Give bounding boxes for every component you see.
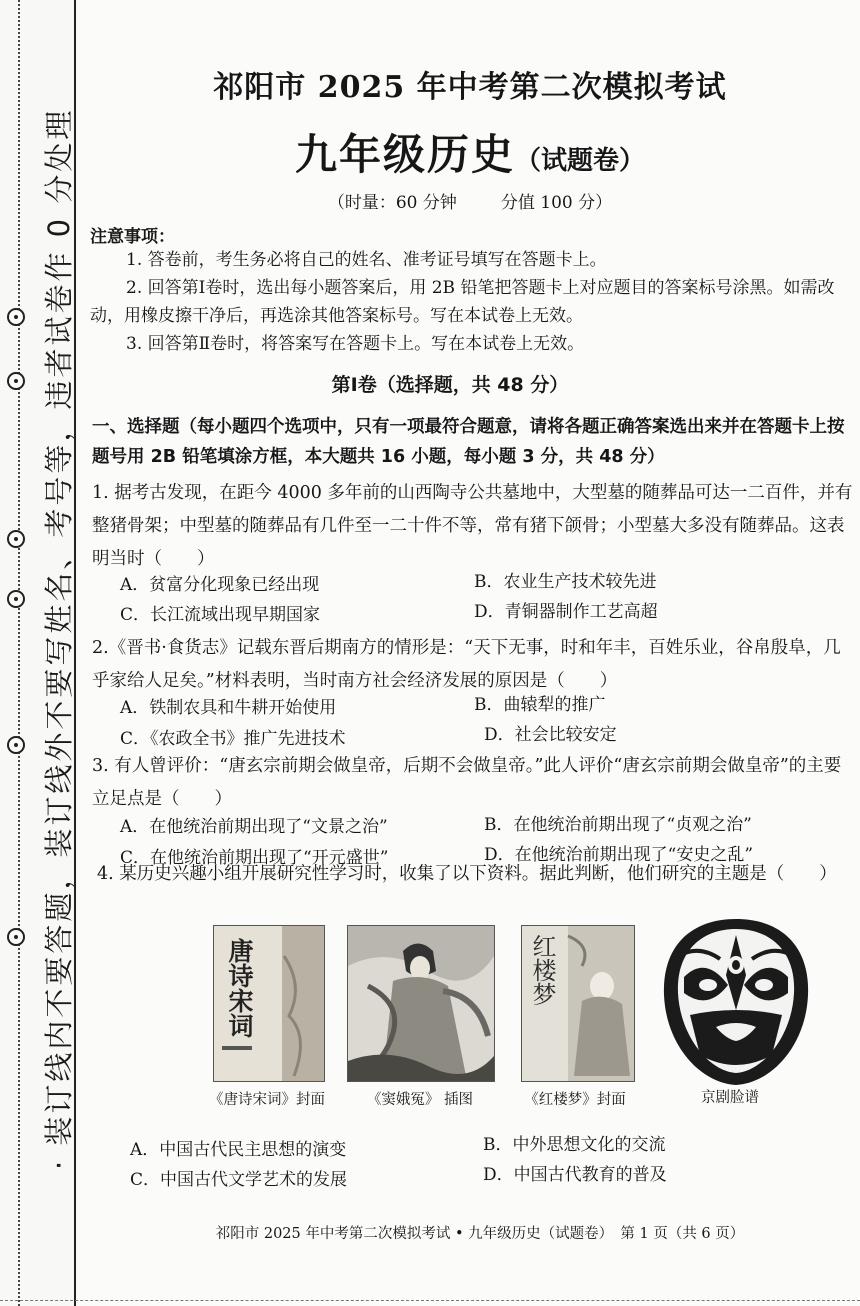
binding-instruction: · 装订线内不要答题，装订线外不要写姓名、考号等，违者试卷作 0 分处理 [42, 107, 76, 1170]
page-bottom-edge [0, 1300, 860, 1301]
binding-dotted-line [18, 0, 20, 1306]
paper-type: （试题卷） [515, 146, 646, 176]
part-heading: 第Ⅰ卷（选择题，共 48 分） [331, 374, 569, 396]
binding-hole-icon [7, 928, 25, 946]
option: B．中外思想文化的交流 [483, 1135, 666, 1155]
cover-title: 唐诗宋词 [225, 938, 254, 1038]
figure-caption: 京剧脸谱 [701, 1090, 759, 1106]
section-heading: 一、选择题（每小题四个选项中，只有一项最符合题意，请将各题正确答案选出来并在答题卡上按题号用 2B 铅笔填涂方框，本大题共 16 小题，每小题 3 分，共 48 分） [92, 417, 845, 467]
time-limit: （时量：60 分钟 [327, 193, 457, 213]
option: A．铁制农具和牛耕开始使用 [120, 698, 337, 718]
binding-hole-icon [7, 736, 25, 754]
option: C．在他统治前期出现了“开元盛世” [120, 848, 389, 868]
option: A．在他统治前期出现了“文景之治” [120, 817, 388, 837]
subject-name: 九年级历史 [294, 130, 515, 179]
hong-lou-meng-cover-image [521, 925, 635, 1082]
binding-instruction-wrap [24, 107, 84, 1170]
figure-caption: 《唐诗宋词》封面 [209, 1092, 325, 1108]
option: B．农业生产技术较先进 [474, 572, 657, 592]
opera-mask-icon [660, 915, 812, 1087]
binding-hole-icon [7, 372, 25, 390]
dou-e-yuan-illustration-image [347, 925, 495, 1082]
notice-heading: 注意事项： [90, 227, 175, 247]
tang-shi-song-ci-cover-image [213, 925, 325, 1082]
binding-hole-icon [7, 530, 25, 548]
question-stem: 4. 某历史兴趣小组开展研究性学习时，收集了以下资料。据此判断，他们研究的主题是（ ） [97, 864, 837, 884]
cover-title: 红楼梦 [528, 934, 556, 1006]
question-stem: 1. 据考古发现，在距今 4000 多年前的山西陶寺公共墓地中，大型墓的随葬品可达一二百件，并有整猪骨架；中型墓的随葬品有几件至一二十件不等，常有猪下颌骨；小型墓大多没有随葬品。这表明当时（ ） [92, 483, 853, 569]
notice-item: 2. 回答第Ⅰ卷时，选出每小题答案后，用 2B 铅笔把答题卡上对应题目的答案标号涂黑。如需改动，用橡皮擦干净后，再选涂其他答案标号。写在本试卷上无效。 [90, 278, 835, 326]
peking-opera-mask-image [660, 915, 812, 1087]
option: C．长江流域出现早期国家 [120, 605, 321, 625]
binding-hole-icon [7, 308, 25, 326]
exam-title: 祁阳市 2025 年中考第二次模拟考试 [213, 70, 727, 105]
question-stem: 3. 有人曾评价：“唐玄宗前期会做皇帝，后期不会做皇帝。”此人评价“唐玄宗前期会做皇帝”的主要立足点是（ ） [92, 756, 842, 809]
option: C．《农政全书》推广先进技术 [120, 729, 346, 749]
option: D．社会比较安定 [484, 725, 617, 745]
option: D．在他统治前期出现了“安史之乱” [484, 845, 754, 865]
option: C．中国古代文学艺术的发展 [130, 1170, 348, 1190]
figure-caption: 《红楼梦》封面 [524, 1092, 626, 1108]
option: D．青铜器制作工艺高超 [474, 602, 658, 622]
option: D．中国古代教育的普及 [483, 1165, 667, 1185]
exam-info [140, 188, 800, 213]
binding-hole-icon [7, 590, 25, 608]
question-stem: 2.《晋书·食货志》记载东晋后期南方的情形是：“天下无事，时和年丰，百姓乐业，谷帛殷阜，几乎家给人足矣。”材料表明，当时南方社会经济发展的原因是（ ） [92, 638, 841, 691]
notice-item: 1. 答卷前，考生务必将自己的姓名、准考证号填写在答题卡上。 [126, 250, 607, 270]
page-footer: 祁阳市 2025 年中考第二次模拟考试 • 九年级历史（试题卷） 第 1 页（共 6 页） [215, 1226, 745, 1242]
subject-title [140, 122, 800, 182]
option: A．贫富分化现象已经出现 [120, 575, 320, 595]
option: B．在他统治前期出现了“贞观之治” [484, 815, 752, 835]
figure-caption: 《窦娥冤》 插图 [366, 1092, 474, 1108]
figure-illustration-icon [348, 926, 494, 1081]
total-score: 分值 100 分） [500, 193, 613, 213]
option: A．中国古代民主思想的演变 [130, 1140, 347, 1160]
option: B．曲辕犁的推广 [474, 695, 606, 715]
notice-item: 3. 回答第Ⅱ卷时，将答案写在答题卡上。写在本试卷上无效。 [126, 334, 585, 354]
